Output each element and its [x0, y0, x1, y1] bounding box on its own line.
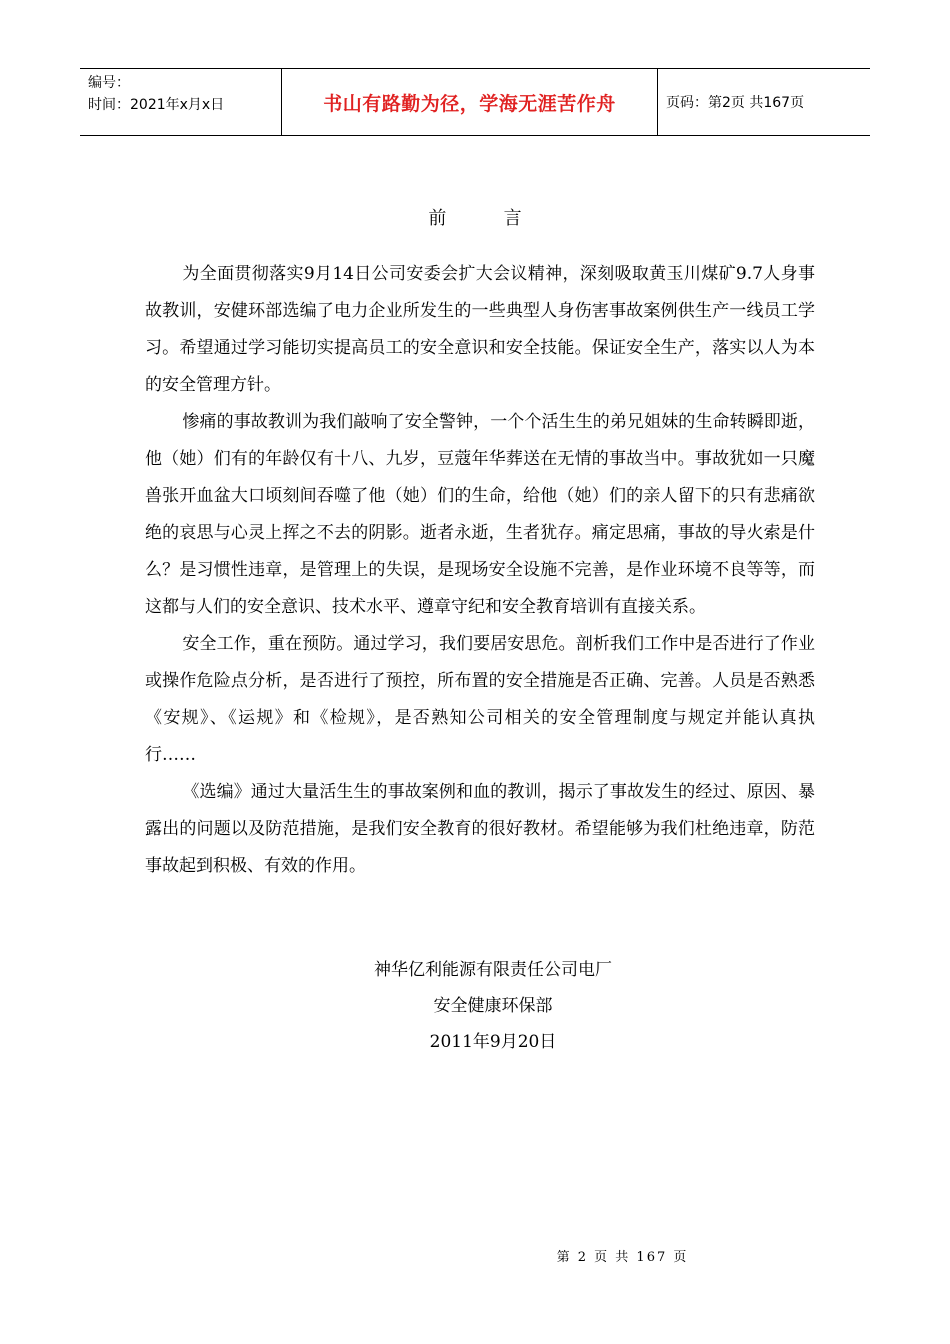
- signature-department: 安全健康环保部: [433, 996, 553, 1016]
- header-table: [80, 68, 870, 136]
- time-label: 时间：2021年x月x日: [88, 97, 225, 113]
- paragraph-1: 为全面贯彻落实9月14日公司安委会扩大会议精神，深刻吸取黄玉川煤矿9.7人身事故教训，安健环部选编了电力企业所发生的一些典型人身伤害事故案例供生产一线员工学习。希望通过学习能切实提高员工的安全意识和安全技能。保证安全生产，落实以人为本的安全管理方针。: [145, 264, 815, 395]
- paragraph-2: 惨痛的事故教训为我们敲响了安全警钟，一个个活生生的弟兄姐妹的生命转瞬即逝，他（她）们有的年龄仅有十八、九岁，豆蔻年华葬送在无情的事故当中。事故犹如一只魔兽张开血盆大口顷刻间吞噬了他（她）们的生命，给他（她）们的亲人留下的只有悲痛欲绝的哀思与心灵上挥之不去的阴影。逝者永逝，生者犹存。痛定思痛，事故的导火索是什么？是习惯性违章，是管理上的失误，是现场安全设施不完善，是作业环境不良等等，而这都与人们的安全意识、技术水平、遵章守纪和安全教育培训有直接关系。: [145, 412, 815, 617]
- paragraph-3: 安全工作，重在预防。通过学习，我们要居安思危。剖析我们工作中是否进行了作业或操作危险点分析，是否进行了预控，所布置的安全措施是否正确、完善。人员是否熟悉《安规》、《运规》和《检规》，是否熟知公司相关的安全管理制度与规定并能认真执行……: [145, 634, 815, 765]
- page-title: [0, 207, 950, 231]
- signature-date: 2011年9月20日: [429, 1032, 557, 1052]
- paragraph-4: 《选编》通过大量活生生的事故案例和血的教训，揭示了事故发生的经过、原因、暴露出的问题以及防范措施，是我们安全教育的很好教材。希望能够为我们杜绝违章，防范事故起到积极、有效的作用。: [145, 782, 815, 876]
- number-label: 编号：: [88, 75, 130, 91]
- page-footer: 第 2 页 共 167 页: [556, 1250, 689, 1265]
- preface-body: [145, 256, 815, 885]
- header-page-info: 页码：第2页 共167页: [666, 95, 805, 111]
- page-title-text: 前 言: [428, 208, 522, 229]
- header-meta-cell: [80, 69, 282, 135]
- header-motto: 书山有路勤为径，学海无涯苦作舟: [282, 69, 658, 135]
- signature-company: 神华亿利能源有限责任公司电厂: [374, 960, 612, 980]
